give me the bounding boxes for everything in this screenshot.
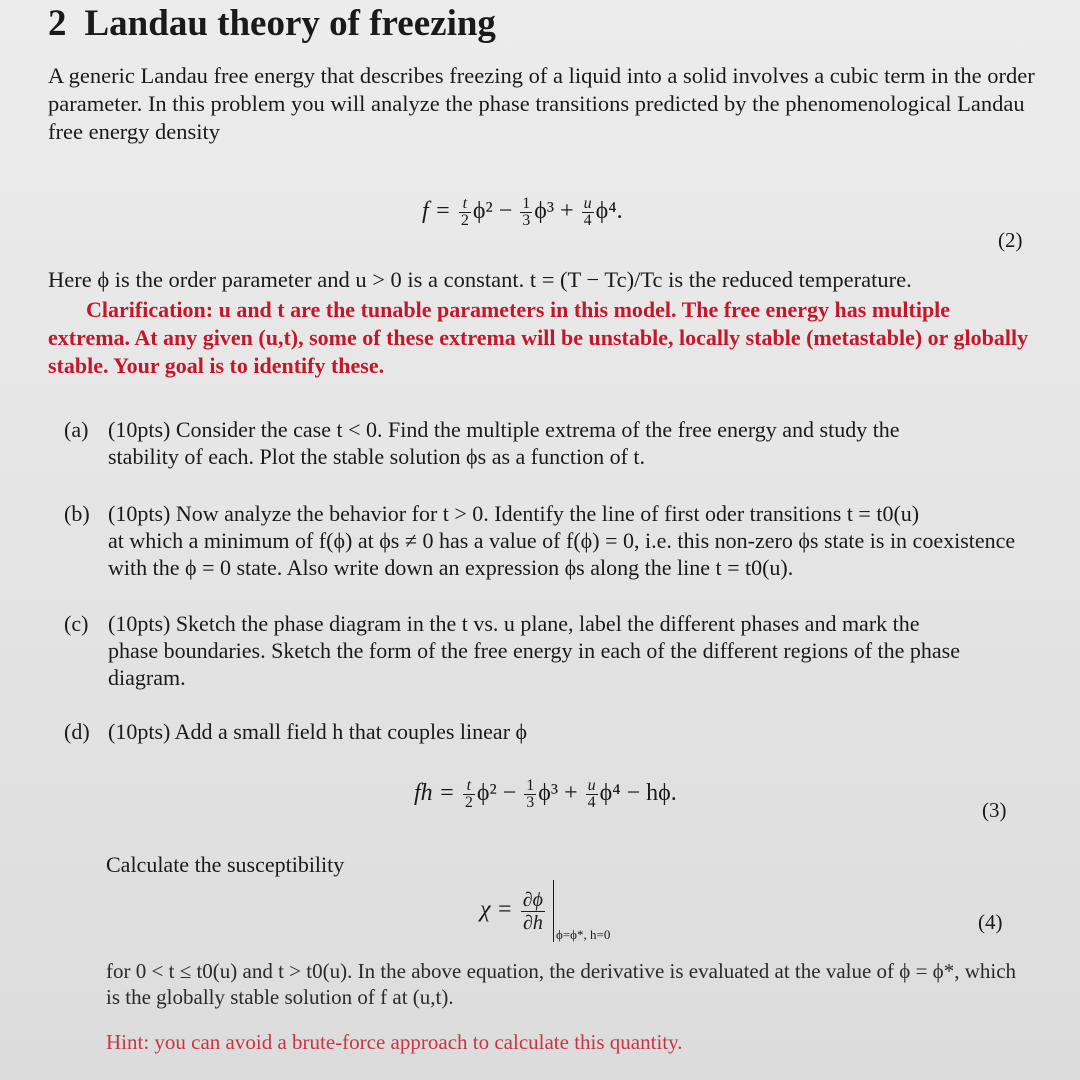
eq3-frac-num: t bbox=[463, 778, 475, 795]
part-d-text: (10pts) Add a small field h that couples linear ϕ bbox=[108, 719, 528, 744]
intro-paragraph: A generic Landau free energy that describes freezing of a liquid into a solid involves a cubic term in the order parameter. In this problem you will analyze the phase transitions predicted by the phenomenological Landau free energy density bbox=[48, 63, 1035, 144]
evaluation-condition: for 0 < t ≤ t0(u) and t > t0(u). In the above equation, the derivative is evaluated at the value of ϕ = ϕ*, which is the globally stable solution of f at (u,t). bbox=[106, 959, 1017, 1009]
order-parameter-definition: Here ϕ is the order parameter and u > 0 is a constant. t = (T − Tc)/Tc is the reduced temperature. bbox=[48, 267, 912, 292]
section-heading bbox=[48, 2, 496, 45]
clarification-rest: extrema. At any given (u,t), some of these extrema will be unstable, locally stable (metastable) or globally stable. Your goal is to identify these. bbox=[48, 325, 1029, 378]
eq3-term1: ϕ² − bbox=[476, 780, 517, 807]
equation-2-number: (2) bbox=[998, 228, 1023, 252]
eq3-frac-t2 bbox=[463, 778, 475, 811]
eq3-term3: ϕ⁴ − hϕ. bbox=[599, 780, 677, 807]
eq4-derivative bbox=[521, 889, 545, 934]
part-b-label: (b) bbox=[64, 501, 90, 526]
eq4-derivative-den: ∂h bbox=[522, 911, 543, 934]
eq2-frac-num: t bbox=[459, 196, 471, 213]
eq2-frac-den: 2 bbox=[460, 212, 469, 229]
part-d-label: (d) bbox=[64, 719, 90, 744]
part-c bbox=[64, 610, 1024, 691]
clarification-paragraph bbox=[48, 296, 1033, 380]
eq2-frac-u4 bbox=[582, 196, 594, 229]
eq3-lhs: fh = bbox=[414, 780, 455, 807]
equation-3-number: (3) bbox=[982, 798, 1007, 822]
eq2-term3: ϕ⁴. bbox=[595, 198, 623, 225]
eq3-frac-u4 bbox=[586, 778, 598, 811]
equation-4-number: (4) bbox=[978, 910, 1003, 934]
clarification-lead: Clarification: u and t are the tunable parameters in this model. The free energy has multiple bbox=[86, 297, 951, 322]
part-b-text: (10pts) Now analyze the behavior for t > 0. Identify the line of first oder transitions t = t0(u) bbox=[108, 501, 920, 526]
equation-3 bbox=[414, 778, 677, 811]
eq3-frac-13 bbox=[524, 778, 536, 811]
eq3-frac-num: u bbox=[587, 777, 596, 794]
eq4-derivative-num: ∂ϕ bbox=[522, 888, 543, 911]
part-a bbox=[64, 416, 1024, 470]
susceptibility-prompt: Calculate the susceptibility bbox=[106, 852, 345, 877]
eq2-frac-num: u bbox=[583, 195, 592, 212]
eq2-frac-den: 3 bbox=[522, 212, 531, 229]
eq3-frac-den: 2 bbox=[464, 794, 473, 811]
eq4-evaluation-bar bbox=[553, 880, 554, 942]
part-a-label: (a) bbox=[64, 417, 89, 442]
section-title: Landau theory of freezing bbox=[84, 3, 496, 44]
eq3-frac-num: 1 bbox=[526, 777, 535, 794]
hint-text: Hint: you can avoid a brute-force approach to calculate this quantity. bbox=[106, 1030, 683, 1054]
section-number: 2 bbox=[48, 3, 67, 44]
eq4-evaluation-subscript: ϕ=ϕ*, h=0 bbox=[556, 926, 611, 942]
eq2-frac-13 bbox=[520, 196, 532, 229]
eq3-frac-den: 3 bbox=[526, 794, 535, 811]
part-d bbox=[64, 718, 1024, 745]
eq2-frac-num: 1 bbox=[522, 195, 531, 212]
eq3-frac-den: 4 bbox=[587, 794, 596, 811]
eq2-frac-den: 4 bbox=[583, 212, 592, 229]
eq2-lhs: f = bbox=[422, 198, 451, 225]
eq2-term2: ϕ³ + bbox=[534, 198, 574, 225]
part-c-label: (c) bbox=[64, 611, 89, 636]
eq4-lhs: χ = bbox=[480, 896, 513, 923]
equation-4 bbox=[480, 880, 610, 943]
equation-2 bbox=[422, 196, 623, 229]
part-c-continuation: phase boundaries. Sketch the form of the free energy in each of the different regions of the phase diagram. bbox=[108, 638, 960, 690]
part-a-continuation: stability of each. Plot the stable solution ϕs as a function of t. bbox=[108, 444, 646, 469]
eq2-frac-t2 bbox=[459, 196, 471, 229]
eq2-term1: ϕ² − bbox=[472, 198, 513, 225]
part-a-text: (10pts) Consider the case t < 0. Find the multiple extrema of the free energy and study the bbox=[108, 417, 900, 442]
eq3-term2: ϕ³ + bbox=[538, 780, 578, 807]
part-c-text: (10pts) Sketch the phase diagram in the t vs. u plane, label the different phases and mark the bbox=[108, 611, 920, 636]
part-b-continuation: at which a minimum of f(ϕ) at ϕs ≠ 0 has a value of f(ϕ) = 0, i.e. this non-zero ϕs state is in coexistence with the ϕ = 0 state. Also write down an expression ϕs along the line t = t0(u). bbox=[108, 528, 1016, 580]
part-b bbox=[64, 500, 1024, 581]
